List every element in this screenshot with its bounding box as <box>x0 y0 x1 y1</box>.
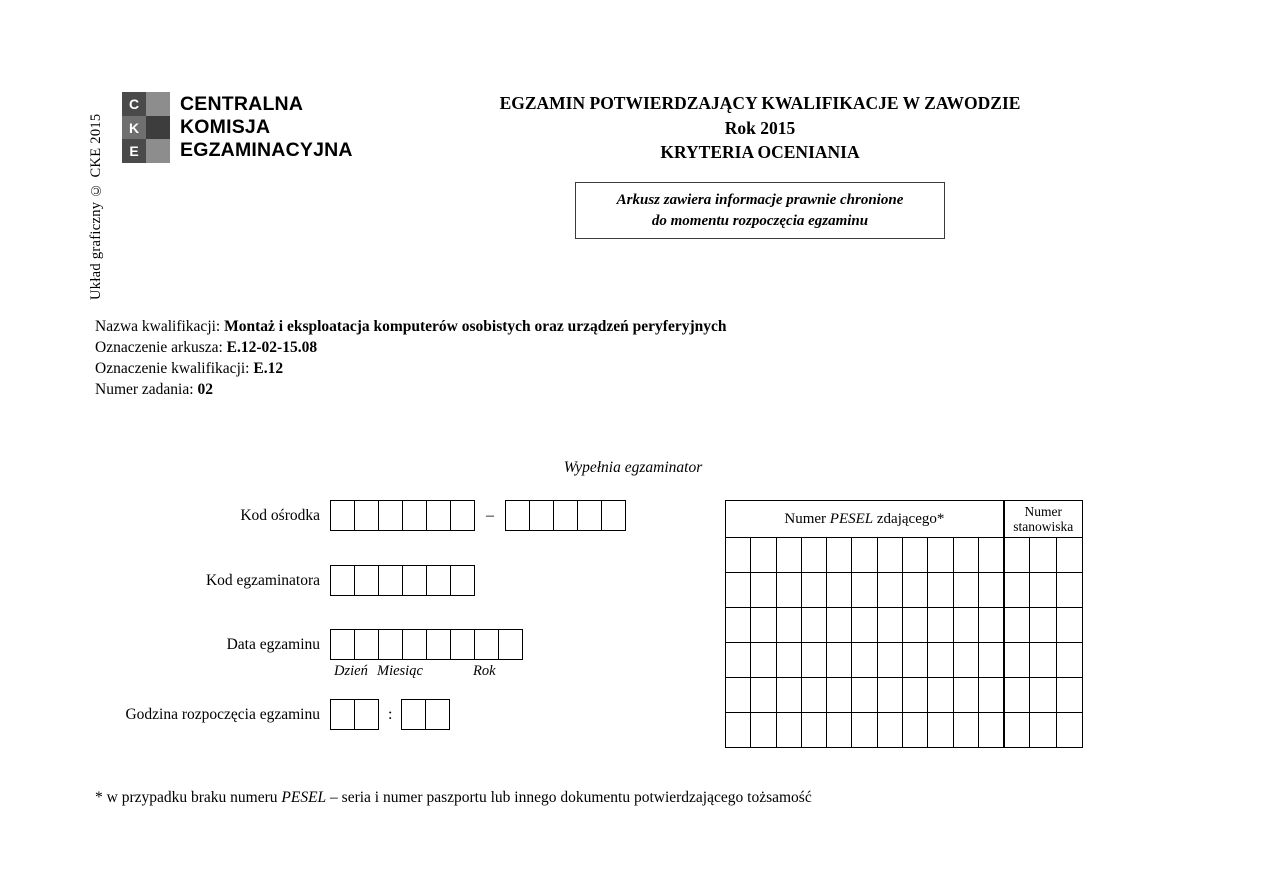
pesel-digit-cell <box>801 678 826 713</box>
fill-in-cell <box>529 500 554 531</box>
info-line-qualification-name: Nazwa kwalifikacji: Montaż i eksploatacja komputerów osobistych oraz urządzeń peryferyjnych <box>95 318 727 335</box>
fill-in-cell <box>402 500 427 531</box>
workstation-digit-cell <box>1030 678 1056 713</box>
pesel-digit-cell <box>877 643 902 678</box>
pesel-digit-cell <box>903 608 928 643</box>
start-time-minute-boxes <box>401 699 450 730</box>
pesel-digit-cell <box>877 608 902 643</box>
fill-in-cell <box>498 629 523 660</box>
pesel-digit-cell <box>776 678 801 713</box>
pesel-digit-cell <box>928 713 953 748</box>
pesel-digit-cell <box>877 713 902 748</box>
pesel-digit-cell <box>776 643 801 678</box>
pesel-digit-cell <box>726 713 751 748</box>
pesel-digit-cell <box>978 573 1003 608</box>
date-sublabels <box>330 663 550 681</box>
fill-in-cell <box>354 699 379 730</box>
workstation-digit-cell <box>1004 713 1030 748</box>
info-line-qualification-code: Oznaczenie kwalifikacji: E.12 <box>95 360 284 377</box>
pesel-header: Numer PESEL zdającego* <box>726 501 1004 538</box>
fill-in-cell <box>505 500 530 531</box>
start-time-row <box>0 699 450 730</box>
pesel-digit-cell <box>903 643 928 678</box>
exam-date-boxes <box>330 629 523 660</box>
examiner-code-boxes <box>330 565 475 596</box>
workstation-digit-cell <box>1056 608 1082 643</box>
workstation-digit-cell <box>1030 573 1056 608</box>
fill-in-cell <box>330 500 355 531</box>
workstation-digit-cell <box>1056 713 1082 748</box>
fill-in-cell <box>330 629 355 660</box>
pesel-digit-cell <box>978 538 1003 573</box>
start-time-hour-boxes <box>330 699 379 730</box>
pesel-digit-cell <box>801 643 826 678</box>
pesel-digit-cell <box>751 608 776 643</box>
pesel-table-row <box>726 573 1083 608</box>
pesel-digit-cell <box>852 643 877 678</box>
pesel-digit-cell <box>903 538 928 573</box>
pesel-digit-cell <box>928 678 953 713</box>
exam-date-row <box>0 629 523 660</box>
exam-subtitle: KRYTERIA OCENIANIA <box>660 142 860 162</box>
org-line-2: KOMISJA <box>180 116 271 138</box>
pesel-table-row <box>726 678 1083 713</box>
pesel-digit-cell <box>877 573 902 608</box>
pesel-digit-cell <box>978 643 1003 678</box>
colon-separator: : <box>388 706 393 723</box>
pesel-digit-cell <box>953 573 978 608</box>
workstation-digit-cell <box>1056 678 1082 713</box>
pesel-digit-cell <box>852 573 877 608</box>
pesel-table <box>725 500 1083 748</box>
pesel-digit-cell <box>852 713 877 748</box>
pesel-digit-cell <box>852 538 877 573</box>
workstation-digit-cell <box>1056 643 1082 678</box>
workstation-digit-cell <box>1030 538 1056 573</box>
exam-title: EGZAMIN POTWIERDZAJĄCY KWALIFIKACJE W ZAWODZIE <box>499 93 1021 113</box>
pesel-digit-cell <box>751 573 776 608</box>
pesel-digit-cell <box>953 538 978 573</box>
fill-in-cell <box>450 629 475 660</box>
pesel-digit-cell <box>801 713 826 748</box>
cke-logo-pattern <box>146 92 170 163</box>
pesel-digit-cell <box>903 573 928 608</box>
pesel-digit-cell <box>827 643 852 678</box>
examiner-code-label: Kod egzaminatora <box>205 572 320 589</box>
fill-in-cell <box>330 699 355 730</box>
fill-in-cell <box>401 699 426 730</box>
center-code-boxes-first <box>330 500 475 531</box>
pesel-digit-cell <box>953 643 978 678</box>
pesel-digit-cell <box>827 608 852 643</box>
pesel-digit-cell <box>978 713 1003 748</box>
pesel-table-row <box>726 608 1083 643</box>
workstation-digit-cell <box>1004 643 1030 678</box>
pesel-digit-cell <box>953 678 978 713</box>
workstation-digit-cell <box>1030 643 1056 678</box>
pesel-digit-cell <box>928 538 953 573</box>
pesel-digit-cell <box>903 678 928 713</box>
examiner-section-title: Wypełnia egzaminator <box>563 459 703 476</box>
fill-in-cell <box>577 500 602 531</box>
pesel-table-body <box>726 538 1083 748</box>
logo-letter-e: E <box>122 139 146 163</box>
legal-notice-line-2: do momentu rozpoczęcia egzaminu <box>651 212 869 229</box>
dash-separator: – <box>486 507 494 524</box>
exam-header <box>400 91 1120 165</box>
info-line-task-number: Numer zadania: 02 <box>95 381 213 398</box>
workstation-digit-cell <box>1056 538 1082 573</box>
pesel-digit-cell <box>978 608 1003 643</box>
fill-in-cell <box>378 500 403 531</box>
pesel-digit-cell <box>877 538 902 573</box>
pesel-digit-cell <box>726 643 751 678</box>
pesel-digit-cell <box>928 608 953 643</box>
pesel-table-row <box>726 713 1083 748</box>
fill-in-cell <box>426 629 451 660</box>
pesel-digit-cell <box>953 608 978 643</box>
fill-in-cell <box>402 629 427 660</box>
start-time-label: Godzina rozpoczęcia egzaminu <box>125 706 320 723</box>
fill-in-cell <box>426 565 451 596</box>
exam-date-label: Data egzaminu <box>226 636 320 653</box>
copyright-vertical-text: Układ graficzny © CKE 2015 <box>88 113 104 300</box>
organization-name <box>180 93 353 162</box>
pesel-table-row <box>726 643 1083 678</box>
pesel-digit-cell <box>751 713 776 748</box>
workstation-header: Numer stanowiska <box>1004 501 1083 538</box>
fill-in-cell <box>378 565 403 596</box>
pesel-digit-cell <box>928 573 953 608</box>
pesel-digit-cell <box>928 643 953 678</box>
workstation-digit-cell <box>1004 608 1030 643</box>
pesel-digit-cell <box>751 538 776 573</box>
logo-letter-c: C <box>122 92 146 116</box>
pesel-digit-cell <box>852 678 877 713</box>
pesel-digit-cell <box>776 573 801 608</box>
info-line-sheet-code: Oznaczenie arkusza: E.12-02-15.08 <box>95 339 318 356</box>
fill-in-cell <box>426 500 451 531</box>
cke-logo <box>122 92 170 163</box>
pesel-digit-cell <box>751 643 776 678</box>
center-code-boxes-second <box>505 500 626 531</box>
fill-in-cell <box>354 629 379 660</box>
workstation-digit-cell <box>1056 573 1082 608</box>
workstation-digit-cell <box>1030 608 1056 643</box>
workstation-digit-cell <box>1004 678 1030 713</box>
pesel-digit-cell <box>903 713 928 748</box>
fill-in-cell <box>474 629 499 660</box>
fill-in-cell <box>450 565 475 596</box>
fill-in-cell <box>354 565 379 596</box>
workstation-digit-cell <box>1030 713 1056 748</box>
pesel-digit-cell <box>827 538 852 573</box>
day-sublabel: Dzień <box>334 663 368 679</box>
logo-letter-k: K <box>122 116 146 140</box>
pesel-digit-cell <box>978 678 1003 713</box>
workstation-digit-cell <box>1004 573 1030 608</box>
pesel-digit-cell <box>726 573 751 608</box>
pesel-digit-cell <box>827 713 852 748</box>
fill-in-cell <box>450 500 475 531</box>
pesel-digit-cell <box>852 608 877 643</box>
pesel-digit-cell <box>827 573 852 608</box>
fill-in-cell <box>553 500 578 531</box>
pesel-digit-cell <box>801 573 826 608</box>
pesel-digit-cell <box>801 538 826 573</box>
org-line-1: CENTRALNA <box>180 93 304 115</box>
pesel-digit-cell <box>776 713 801 748</box>
exam-year: Rok 2015 <box>724 117 796 138</box>
center-code-row <box>0 500 626 531</box>
year-sublabel: Rok <box>473 663 496 679</box>
pesel-table-row <box>726 538 1083 573</box>
month-sublabel: Miesiąc <box>377 663 423 679</box>
fill-in-cell <box>330 565 355 596</box>
examiner-code-row <box>0 565 475 596</box>
pesel-digit-cell <box>801 608 826 643</box>
fill-in-cell <box>425 699 450 730</box>
pesel-footnote: * w przypadku braku numeru PESEL – seria i numer paszportu lub innego dokumentu potwierdzającego tożsamość <box>95 789 812 806</box>
fill-in-cell <box>354 500 379 531</box>
center-code-label: Kod ośrodka <box>240 507 320 524</box>
legal-notice-line-1: Arkusz zawiera informacje prawnie chronione <box>616 191 904 208</box>
pesel-digit-cell <box>726 608 751 643</box>
pesel-digit-cell <box>877 678 902 713</box>
pesel-digit-cell <box>726 678 751 713</box>
pesel-digit-cell <box>827 678 852 713</box>
fill-in-cell <box>402 565 427 596</box>
fill-in-cell <box>378 629 403 660</box>
legal-notice-box <box>575 182 945 239</box>
qualification-info <box>95 316 727 400</box>
pesel-digit-cell <box>751 678 776 713</box>
pesel-digit-cell <box>776 538 801 573</box>
cke-logo-letters <box>122 92 146 163</box>
pesel-digit-cell <box>953 713 978 748</box>
org-line-3: EGZAMINACYJNA <box>180 139 353 161</box>
pesel-digit-cell <box>726 538 751 573</box>
pesel-digit-cell <box>776 608 801 643</box>
workstation-digit-cell <box>1004 538 1030 573</box>
fill-in-cell <box>601 500 626 531</box>
